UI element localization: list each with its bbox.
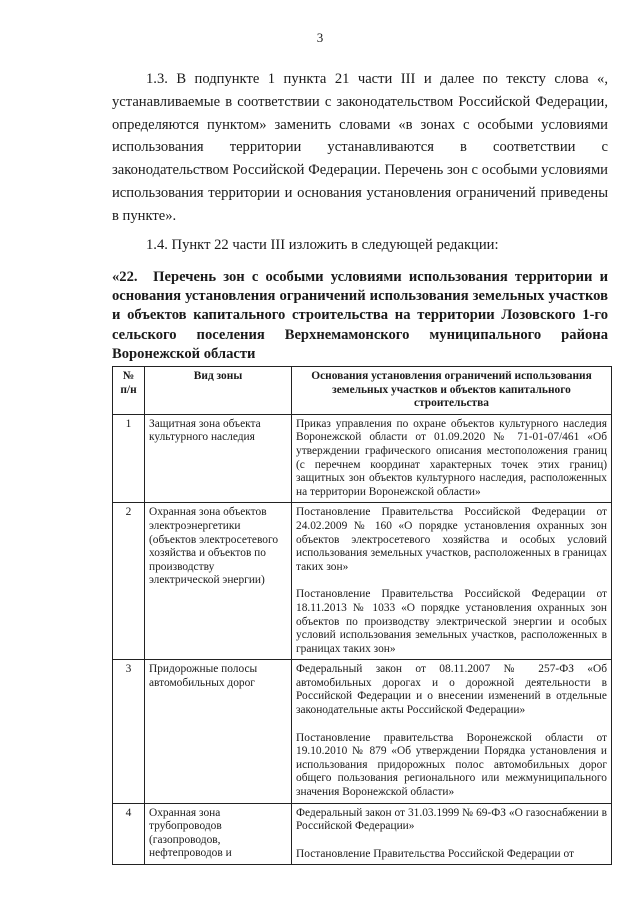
- basis-document: Приказ управления по охране объектов культурного наследия Воронежской области от 01.09.2020 № 71-01-07/461 «Об утверждении графического описания местоположения границ (с перечнем координат характерных точек этих границ) защитных зон объектов культурного наследия, расположенных на территории Воронежской области»: [296, 417, 607, 498]
- basis-document: Постановление Правительства Российской Федерации от 18.11.2013 № 1033 «О порядке установления охранных зон объектов по производству электрической энергии и особых условий использования земельных участков, расположенных в границах таких зон»: [296, 588, 607, 655]
- zone-type: Охранная зона объектов электроэнергетики (объектов электросетевого хозяйства и объектов по производству электрической энергии): [145, 503, 292, 660]
- basis-cell: [292, 660, 612, 803]
- row-number: 3: [113, 660, 145, 803]
- basis-cell: [292, 414, 612, 503]
- paragraph-1-4: 1.4. Пункт 22 части III изложить в следующей редакции:: [146, 236, 499, 253]
- heading-text: Перечень зон с особыми условиями использования территории и основания установления ограничений использования земельных участков и объектов капитального строительства на территории Лозовского 1-го сельского поселения Верхнемамонского муниципального района Воронежской области: [112, 269, 608, 362]
- row-number: 1: [113, 414, 145, 503]
- row-number: 2: [113, 503, 145, 660]
- header-zone: Вид зоны: [145, 367, 292, 415]
- basis-cell: [292, 503, 612, 660]
- table-header-row: [113, 367, 612, 415]
- zones-table: [112, 366, 612, 865]
- table-row: [113, 803, 612, 865]
- header-number: № п/н: [113, 367, 145, 415]
- body-text: [112, 68, 608, 256]
- paragraph-1-3: 1.3. В подпункте 1 пункта 21 части III и далее по тексту слова «, устанавливаемые в соответствии с законодательством Российской Федерации, определяются пунктом» заменить словами «в зонах с особыми условиями использования территории устанавливаются в соответствии с законодательством Российской Федерации. Перечень зон с особыми условиями использования территории и основания установления ограничений приведены в пункте».: [112, 71, 608, 224]
- header-basis: Основания установления ограничений использования земельных участков и объектов капитального строительства: [292, 367, 612, 415]
- basis-document: Федеральный закон от 31.03.1999 № 69-ФЗ «О газоснабжении в Российской Федерации»: [296, 806, 607, 833]
- basis-document: Постановление Правительства Российской Федерации от 24.02.2009 № 160 «О порядке установления охранных зон объектов электросетевого хозяйства и особых условий использования земельных участков, расположенных в границах таких зон»: [296, 506, 607, 573]
- zone-type: Охранная зона трубопроводов (газопроводов, нефтепроводов и: [145, 803, 292, 865]
- row-number: 4: [113, 803, 145, 865]
- page-number: 3: [316, 30, 324, 45]
- basis-document: Постановление Правительства Российской Федерации от: [296, 847, 574, 860]
- basis-document: Федеральный закон от 08.11.2007 № 257-ФЗ «Об автомобильных дорогах и о дорожной деятельности в Российской Федерации и о внесении изменений в отдельные законодательные акты Российской Федерации»: [296, 663, 607, 717]
- table-row: [113, 660, 612, 803]
- section-heading: [112, 268, 608, 364]
- table-row: [113, 414, 612, 503]
- basis-cell: [292, 803, 612, 865]
- table-row: [113, 503, 612, 660]
- basis-document: Постановление правительства Воронежской области от 19.10.2010 № 879 «Об утверждении Порядка установления и использования придорожных полос автомобильных дорог общего пользования регионального или межмуниципального значения Воронежской области»: [296, 731, 607, 799]
- heading-number: «22.: [112, 269, 138, 285]
- zone-type: Придорожные полосы автомобильных дорог: [145, 660, 292, 803]
- zone-type: Защитная зона объекта культурного наследия: [145, 414, 292, 503]
